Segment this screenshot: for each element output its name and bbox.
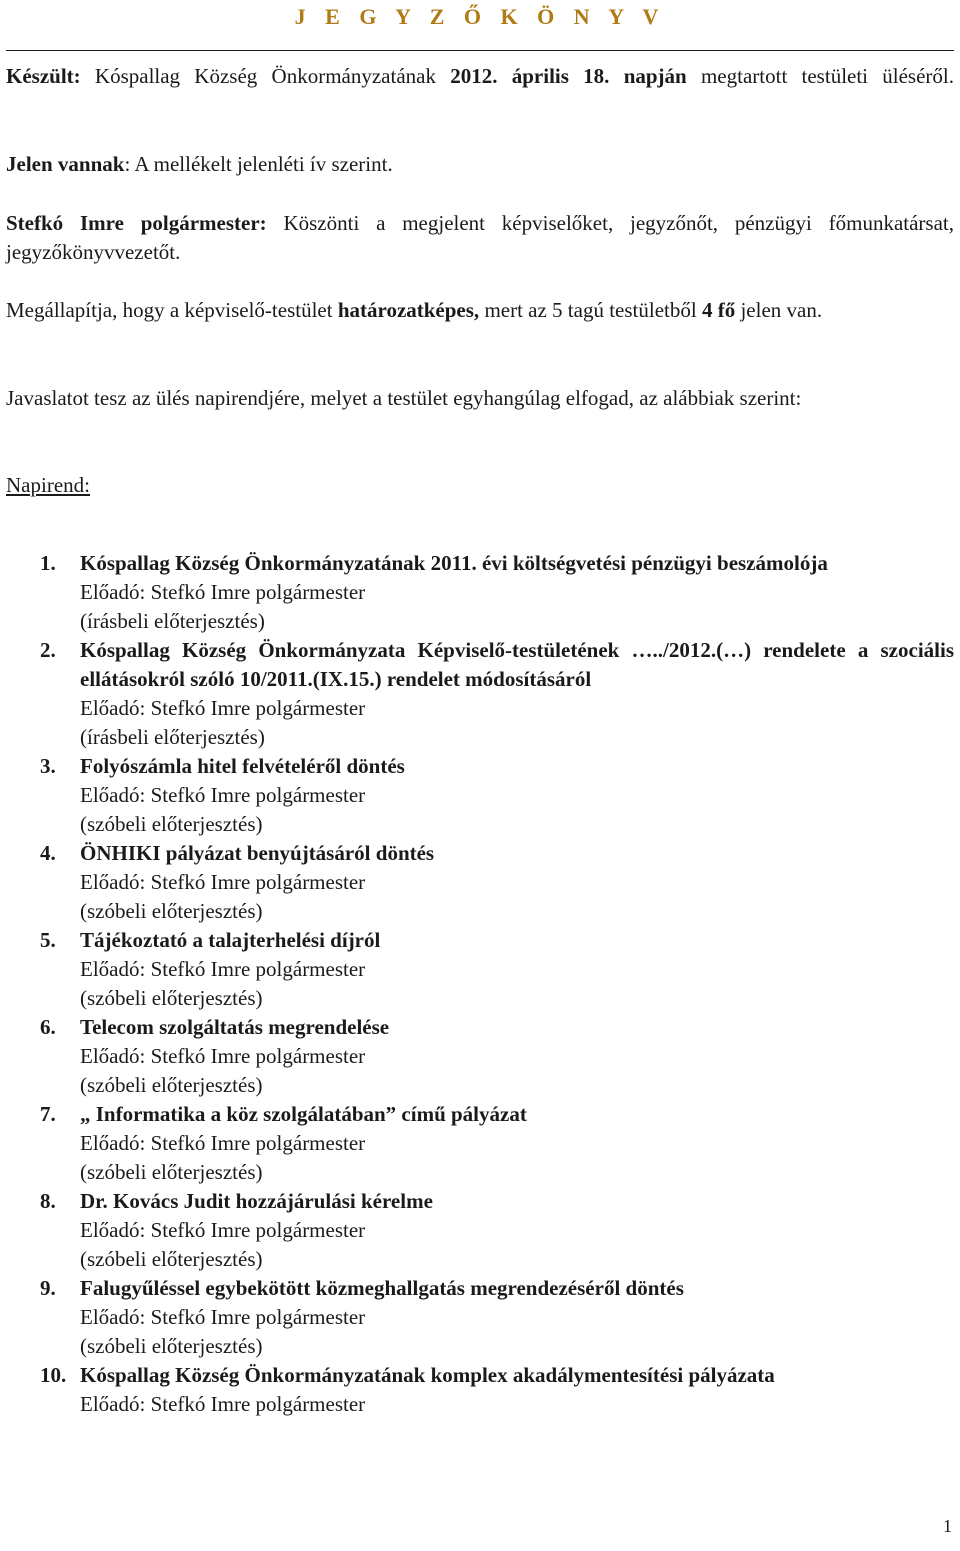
intro-text-1: Kóspallag Község Önkormányzatának — [80, 64, 451, 88]
agenda-item-title: Kóspallag Község Önkormányzatának 2011. évi költségvetési pénzügyi beszámolója — [80, 551, 828, 575]
agenda-item-title: Tájékoztató a talajterhelési díjról — [80, 928, 381, 952]
greeting-paragraph — [6, 209, 954, 267]
agenda-heading: Napirend: — [6, 473, 90, 497]
agenda-item — [0, 636, 960, 752]
agenda-item-number: 1. — [40, 551, 56, 575]
agenda-item-presenter: Előadó: Stefkó Imre polgármester — [80, 870, 366, 894]
agenda-item-body — [80, 1100, 954, 1187]
greeting-text: Köszönti a megjelent képviselőket, jegyzőnőt, pénzügyi főmunkatársat, jegyzőkönyvvezetőt. — [6, 211, 955, 264]
document-title: J E G Y Z Ő K Ö N Y V — [294, 4, 666, 29]
intro-text-2: megtartott testületi üléséről. — [686, 64, 954, 88]
agenda-item-body — [80, 752, 954, 839]
agenda-item-title: Telecom szolgáltatás megrendelése — [80, 1015, 390, 1039]
agenda-item-body — [80, 1013, 954, 1100]
agenda-item — [0, 1361, 960, 1419]
agenda-item — [0, 1187, 960, 1274]
agenda-item-body — [80, 549, 954, 636]
agenda-item-presenter: Előadó: Stefkó Imre polgármester — [80, 1218, 366, 1242]
agenda-item-body — [80, 636, 954, 752]
intro-paragraph — [6, 62, 954, 91]
present-label: Jelen vannak — [6, 152, 125, 176]
agenda-item-body — [80, 1274, 954, 1361]
quorum-bold-2: 4 fő — [701, 298, 736, 322]
agenda-item-number: 9. — [40, 1276, 56, 1300]
agenda-item-number: 4. — [40, 841, 56, 865]
agenda-item-body — [80, 1187, 954, 1274]
proposal-paragraph: Javaslatot tesz az ülés napirendjére, melyet a testület egyhangúlag elfogad, az alábbiak szerint: — [6, 386, 802, 410]
agenda-item-presenter: Előadó: Stefkó Imre polgármester — [80, 1392, 366, 1416]
meeting-date-suffix: napján — [623, 64, 687, 88]
greeting-speaker: Stefkó Imre polgármester: — [6, 211, 267, 235]
quorum-paragraph — [6, 296, 954, 325]
title-divider — [6, 50, 954, 51]
agenda-item-number: 5. — [40, 928, 56, 952]
agenda-item-mode: (szóbeli előterjesztés) — [80, 812, 263, 836]
agenda-item-title: ÖNHIKI pályázat benyújtásáról döntés — [80, 841, 435, 865]
agenda-item-title: Kóspallag Község Önkormányzatának komplex akadálymentesítési pályázata — [80, 1363, 775, 1387]
agenda-item-mode: (szóbeli előterjesztés) — [80, 1073, 263, 1097]
quorum-bold-1: határozatképes, — [337, 298, 480, 322]
agenda-item — [0, 1274, 960, 1361]
agenda-item-title: Folyószámla hitel felvételéről döntés — [80, 754, 405, 778]
agenda-item-mode: (szóbeli előterjesztés) — [80, 899, 263, 923]
agenda-item-number: 3. — [40, 754, 56, 778]
agenda-item-presenter: Előadó: Stefkó Imre polgármester — [80, 696, 366, 720]
agenda-item-presenter: Előadó: Stefkó Imre polgármester — [80, 1044, 366, 1068]
agenda-item — [0, 549, 960, 636]
agenda-item-body — [80, 839, 954, 926]
agenda-item-presenter: Előadó: Stefkó Imre polgármester — [80, 783, 366, 807]
agenda-item-mode: (szóbeli előterjesztés) — [80, 1334, 263, 1358]
agenda-item-body — [80, 1361, 954, 1419]
meeting-date: 2012. április 18. — [450, 64, 610, 88]
agenda-item — [0, 752, 960, 839]
agenda-item-mode: (írásbeli előterjesztés) — [80, 725, 265, 749]
present-text: : A mellékelt jelenléti ív szerint. — [124, 152, 393, 176]
agenda-item-title: „ Informatika a köz szolgálatában” című pályázat — [80, 1102, 527, 1126]
agenda-item — [0, 1100, 960, 1187]
agenda-item-mode: (szóbeli előterjesztés) — [80, 986, 263, 1010]
page-number: 1 — [943, 1516, 952, 1536]
agenda-list — [0, 549, 960, 1419]
agenda-item-body — [80, 926, 954, 1013]
agenda-item-presenter: Előadó: Stefkó Imre polgármester — [80, 1305, 366, 1329]
agenda-item — [0, 1013, 960, 1100]
intro-label: Készült: — [6, 64, 81, 88]
agenda-item-title: Kóspallag Község Önkormányzata Képviselő-testületének …../2012.(…) rendelete a szociális ellátásokról szóló 10/2011.(IX.15.) rendelet módosításáról — [80, 638, 954, 691]
agenda-item-presenter: Előadó: Stefkó Imre polgármester — [80, 1131, 366, 1155]
quorum-text-3: jelen van. — [735, 298, 823, 322]
agenda-item-number: 6. — [40, 1015, 56, 1039]
agenda-item — [0, 926, 960, 1013]
agenda-item-number: 7. — [40, 1102, 56, 1126]
agenda-item — [0, 839, 960, 926]
agenda-item-presenter: Előadó: Stefkó Imre polgármester — [80, 580, 366, 604]
agenda-item-mode: (írásbeli előterjesztés) — [80, 609, 265, 633]
agenda-item-title: Falugyűléssel egybekötött közmeghallgatás megrendezéséről döntés — [80, 1276, 684, 1300]
agenda-item-number: 8. — [40, 1189, 56, 1213]
agenda-item-mode: (szóbeli előterjesztés) — [80, 1247, 263, 1271]
agenda-item-number: 10. — [40, 1363, 67, 1387]
present-paragraph — [6, 150, 954, 179]
agenda-item-title: Dr. Kovács Judit hozzájárulási kérelme — [80, 1189, 433, 1213]
agenda-item-mode: (szóbeli előterjesztés) — [80, 1160, 263, 1184]
agenda-item-presenter: Előadó: Stefkó Imre polgármester — [80, 957, 366, 981]
quorum-text-1: Megállapítja, hogy a képviselő-testület — [6, 298, 338, 322]
agenda-item-number: 2. — [40, 638, 56, 662]
quorum-text-2: mert az 5 tagú testületből — [479, 298, 702, 322]
